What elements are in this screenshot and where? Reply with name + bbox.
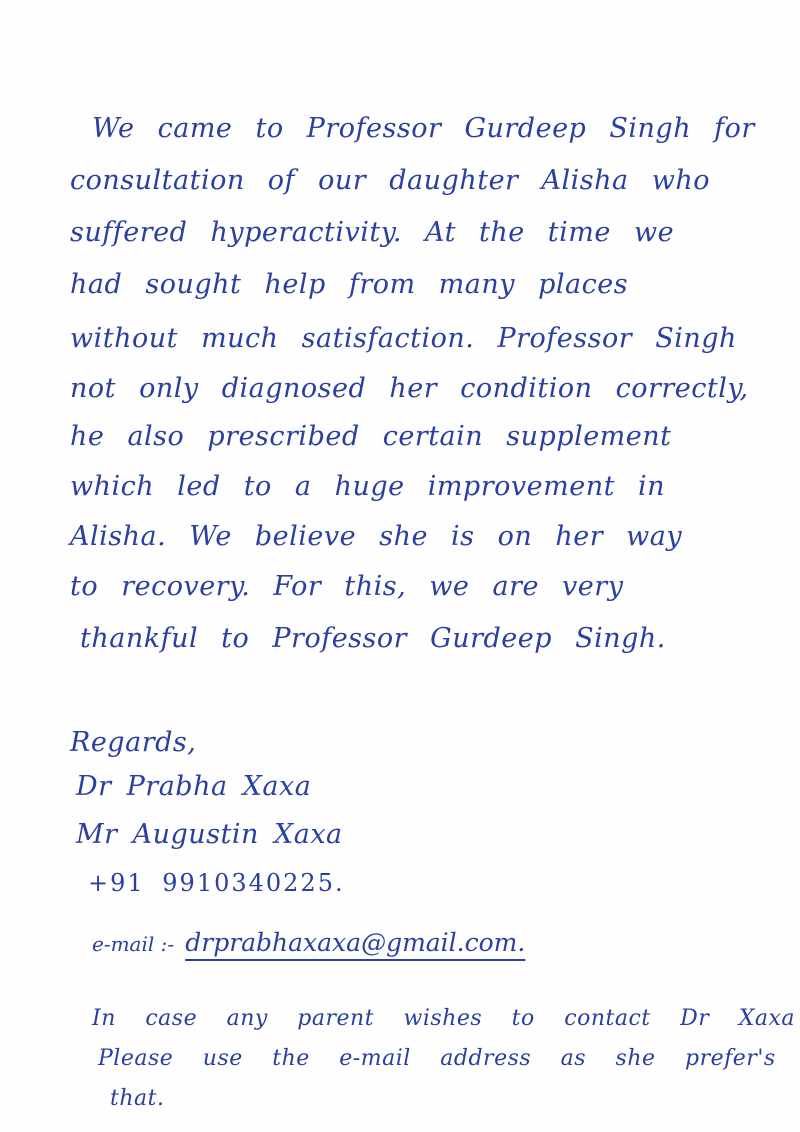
body-line: thankful to Professor Gurdeep Singh. (80, 623, 666, 654)
email-address: drprabhaxaxa@gmail.com. (185, 928, 526, 957)
salutation: Regards, (70, 727, 197, 758)
note-line: In case any parent wishes to contact Dr Xaxa (92, 1006, 796, 1031)
body-line: We came to Professor Gurdeep Singh for (92, 113, 755, 144)
body-line: which led to a huge improvement in (70, 471, 666, 502)
body-line: consultation of our daughter Alisha who (70, 165, 710, 196)
email-label: e-mail :- (92, 932, 175, 956)
signatory-name: Mr Augustin Xaxa (76, 819, 343, 850)
body-line: had sought help from many places (70, 269, 629, 300)
body-line: suffered hyperactivity. At the time we (70, 217, 675, 248)
signatory-name: Dr Prabha Xaxa (76, 771, 312, 802)
phone-number: +91 9910340225. (88, 869, 345, 897)
note-line: that. (110, 1086, 165, 1111)
body-line: without much satisfaction. Professor Singh (70, 323, 737, 354)
email-line (92, 928, 525, 957)
body-line: Alisha. We believe she is on her way (70, 521, 683, 552)
body-line: he also prescribed certain supplement (70, 421, 672, 452)
note-line: Please use the e-mail address as she prefer's (98, 1046, 776, 1071)
body-line: to recovery. For this, we are very (70, 571, 624, 602)
body-line: not only diagnosed her condition correctly, (70, 373, 749, 404)
